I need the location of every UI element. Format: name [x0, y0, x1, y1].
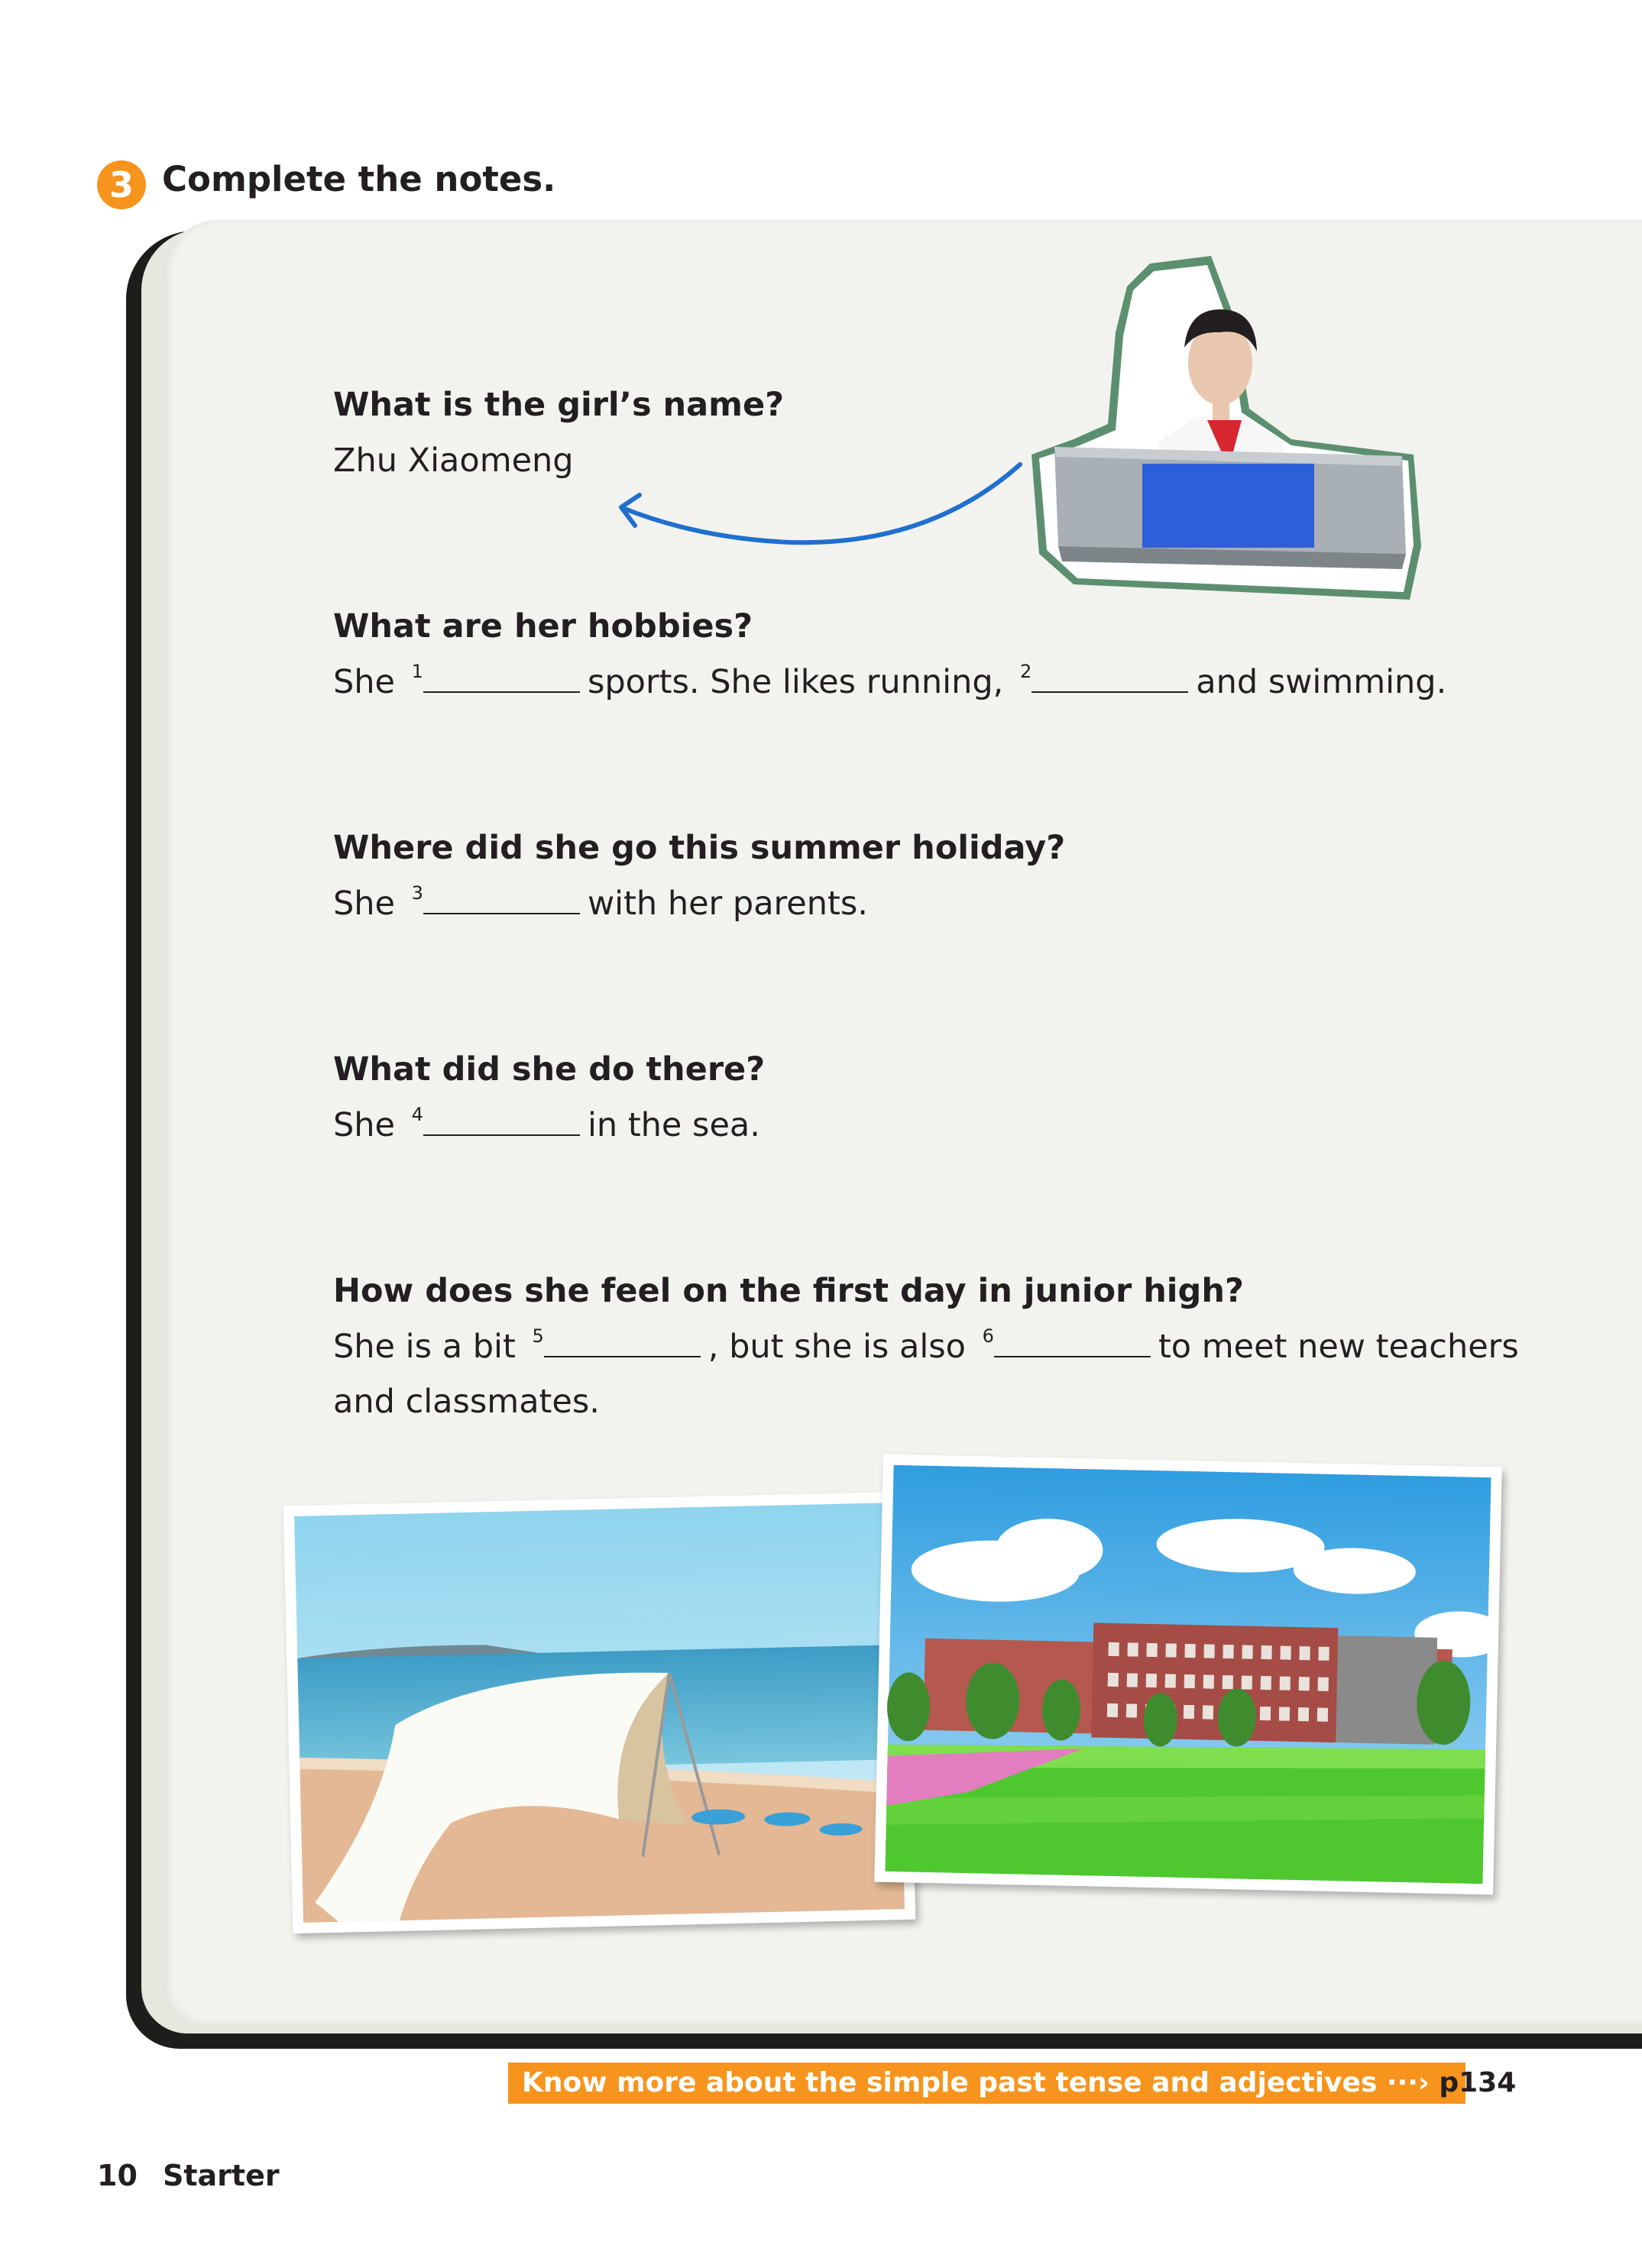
answer-girl-name: Zhu Xiaomeng	[333, 442, 574, 480]
answer-line-continuation: and classmates.	[333, 1383, 600, 1421]
beach-scene-image	[283, 1492, 915, 1933]
blank-number: 1	[411, 661, 423, 682]
question-first-day-feeling: How does she feel on the first day in junior high?	[333, 1272, 1244, 1310]
blank-number: 4	[411, 1104, 423, 1125]
banner-text: Know more about the simple past tense and adjectives ···›	[522, 2067, 1440, 2098]
answer-line-summer-holiday	[333, 882, 868, 923]
beach-photo	[283, 1492, 915, 1933]
answer-line-what-did-she-do	[333, 1106, 760, 1144]
answer-text: , but she is also	[708, 1328, 976, 1366]
question-girl-name: What is the girl’s name?	[333, 386, 785, 424]
grammar-reference-banner[interactable]	[508, 2063, 1517, 2104]
question-summer-holiday: Where did she go this summer holiday?	[333, 829, 1066, 867]
answer-text: She	[333, 663, 406, 701]
answer-text: She	[333, 885, 406, 923]
answer-blank-2[interactable]	[1032, 664, 1188, 693]
answer-blank-1[interactable]	[423, 664, 580, 693]
girl-at-podium-photo	[1028, 256, 1425, 611]
answer-text: sports. She likes running,	[587, 663, 1014, 701]
answer-text: She is a bit	[333, 1328, 526, 1366]
page-number: 10	[97, 2159, 138, 2192]
exercise-number-badge: 3	[97, 160, 146, 209]
answer-blank-4[interactable]	[423, 1107, 580, 1136]
answer-text: to meet new teachers	[1158, 1328, 1519, 1366]
answer-blank-3[interactable]	[423, 885, 580, 914]
answer-blank-5[interactable]	[544, 1328, 701, 1357]
school-photo	[874, 1454, 1502, 1895]
answer-line-first-day-feeling	[333, 1325, 1519, 1366]
blank-number: 5	[532, 1325, 544, 1347]
question-what-did-she-do: What did she do there?	[333, 1050, 766, 1089]
blank-number: 2	[1019, 661, 1032, 682]
banner-page-ref: p134	[1439, 2067, 1517, 2098]
answer-blank-6[interactable]	[994, 1328, 1151, 1357]
school-scene-image	[874, 1454, 1502, 1895]
blank-number: 3	[411, 882, 423, 904]
answer-text: She	[333, 1106, 406, 1144]
answer-text: in the sea.	[587, 1106, 760, 1144]
exercise-title: Complete the notes.	[162, 159, 556, 199]
answer-line-hobbies	[333, 663, 1446, 701]
answer-text: and swimming.	[1196, 663, 1447, 701]
blank-number: 6	[982, 1325, 994, 1347]
curved-arrow-icon	[607, 458, 1032, 558]
question-hobbies: What are her hobbies?	[333, 607, 753, 645]
unit-name: Starter	[163, 2159, 280, 2192]
answer-text: with her parents.	[587, 885, 868, 923]
